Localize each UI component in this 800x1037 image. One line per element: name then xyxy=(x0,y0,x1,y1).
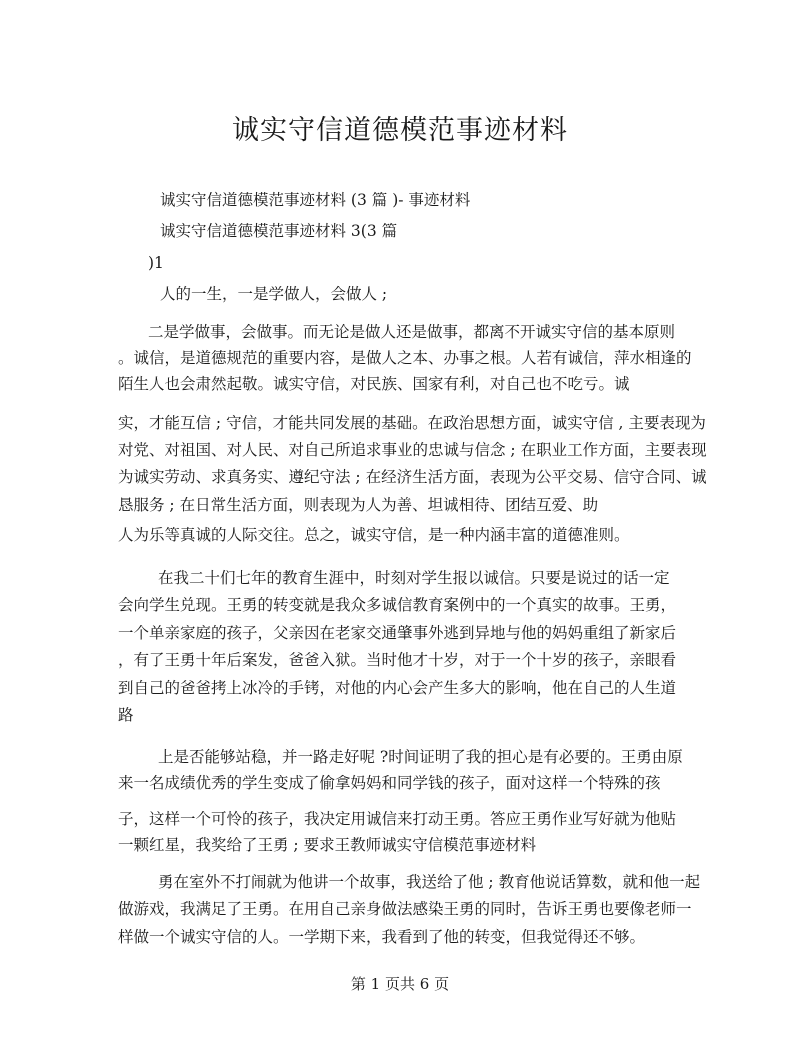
paragraph-line: 子，这样一个可怜的孩子，我决定用诚信来打动王勇。答应王勇作业写好就为他贴 xyxy=(118,810,677,828)
paragraph-line: 实，才能互信 ; 守信，才能共同发展的基础。在政治思想方面，诚实守信 , 主要表现为 xyxy=(118,414,706,432)
paragraph-line: 恳服务 ; 在日常生活方面，则表现为人为善、坦诚相待、团结互爱、助 xyxy=(118,496,599,514)
paragraph-line: 会向学生兑现。王勇的转变就是我众多诚信教育案例中的一个真实的故事。王勇， xyxy=(118,596,677,614)
paragraph-line: 一个单亲家庭的孩子，父亲因在老家交通肇事外逃到异地与他的妈妈重组了新家后 xyxy=(118,624,677,642)
paragraph-line: ，有了王勇十年后案发，爸爸入狱。当时他才十岁，对于一个十岁的孩子，亲眼看 xyxy=(118,651,677,669)
subtitle-line: 诚实守信道德模范事迹材料 3(3 篇 xyxy=(160,222,398,240)
paragraph-line: 路 xyxy=(118,706,134,724)
paragraph-line: 来一名成绩优秀的学生变成了偷拿妈妈和同学钱的孩子，面对这样一个特殊的孩 xyxy=(118,774,661,792)
paragraph-line: )1 xyxy=(148,254,164,272)
subtitle-line: 诚实守信道德模范事迹材料 (3 篇 )- 事迹材料 xyxy=(160,191,471,209)
page-footer: 第 1 页共 6 页 xyxy=(350,975,450,993)
paragraph-line: 二是学做事，会做事。而无论是做人还是做事，都离不开诚实守信的基本原则 xyxy=(148,323,676,341)
paragraph-line: 为诚实劳动、求真务实、遵纪守法 ; 在经济生活方面，表现为公平交易、信守合同、诚 xyxy=(118,468,707,486)
paragraph-line: 上是否能够站稳，并一路走好呢 ?时间证明了我的担心是有必要的。王勇由原 xyxy=(158,748,683,766)
paragraph-line: 样做一个诚实守信的人。一学期下来，我看到了他的转变，但我觉得还不够。 xyxy=(118,928,646,946)
paragraph-line: 人的一生，一是学做人，会做人 ; xyxy=(160,285,388,303)
paragraph-line: 做游戏，我满足了王勇。在用自己亲身做法感染王勇的同时，告诉王勇也要像老师一 xyxy=(118,900,692,918)
paragraph-line: 对党、对祖国、对人民、对自己所追求事业的忠诚与信念 ; 在职业工作方面，主要表现 xyxy=(118,441,707,459)
paragraph-line: 人为乐等真诚的人际交往。总之，诚实守信，是一种内涵丰富的道德准则。 xyxy=(118,526,630,544)
document-title: 诚实守信道德模范事迹材料 xyxy=(232,115,568,146)
paragraph-line: 一颗红星，我奖给了王勇 ; 要求王教师诚实守信模范事迹材料 xyxy=(118,836,537,854)
paragraph-line: 。诚信，是道德规范的重要内容，是做人之本、办事之根。人若有诚信，萍水相逢的 xyxy=(118,349,692,367)
paragraph-line: 在我二十们七年的教育生涯中，时刻对学生报以诚信。只要是说过的话一定 xyxy=(158,569,670,587)
paragraph-line: 陌生人也会肃然起敬。诚实守信，对民族、国家有利，对自己也不吃亏。诚 xyxy=(118,375,630,393)
paragraph-line: 勇在室外不打闹就为他讲一个故事，我送给了他 ; 教育他说话算数，就和他一起 xyxy=(158,873,701,891)
paragraph-line: 到自己的爸爸拷上冰冷的手铐，对他的内心会产生多大的影响，他在自己的人生道 xyxy=(118,679,677,697)
